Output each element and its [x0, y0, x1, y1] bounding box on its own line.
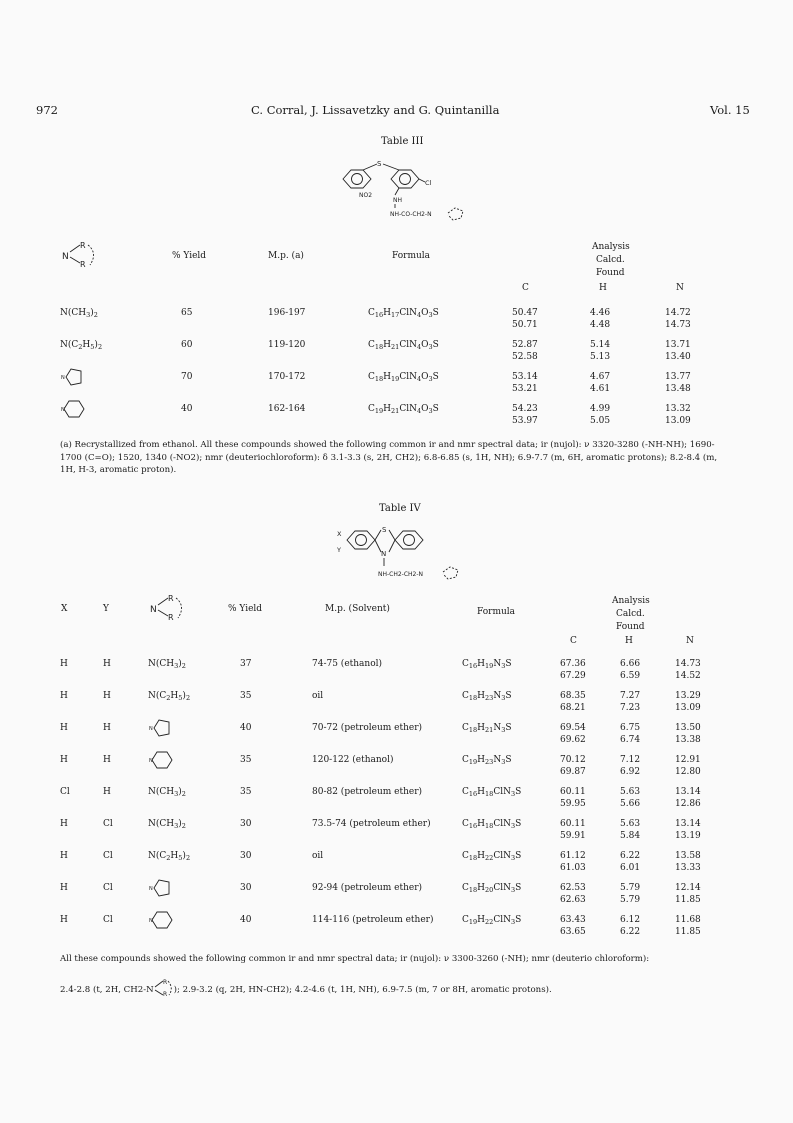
t4-row8-h-found: 6.22 [620, 927, 641, 937]
t3-header-formula: Formula [392, 251, 431, 261]
t4-row6-n-calcd: 13.58 [675, 851, 701, 861]
t4-row2-h-calcd: 6.75 [620, 723, 641, 733]
t3-header-analysis: Analysis [592, 242, 630, 252]
t4-row5-amine: $N(CH_3)_2$ [148, 819, 186, 830]
t4-row0-formula: $C_{16}H_{19}N_3S$ [462, 659, 512, 670]
t4-row0-yield: 37 [240, 659, 252, 669]
t4-row5-c-calcd: 60.11 [560, 819, 586, 829]
t3-row1-formula: $C_{18}H_{21}ClN_4O_3S$ [368, 340, 439, 351]
t4-row2-formula: $C_{18}H_{21}N_3S$ [462, 723, 512, 734]
t4-row0-h-calcd: 6.66 [620, 659, 641, 669]
t4-row6-h-found: 6.01 [620, 863, 641, 873]
t4-row6-formula: $C_{18}H_{22}ClN_3S$ [462, 851, 522, 862]
t3-row3-c-found: 53.97 [512, 416, 538, 426]
t4-row5-n-found: 13.19 [675, 831, 701, 841]
t4-row1-n-found: 13.09 [675, 703, 701, 713]
t3-row1-n-calcd: 13.71 [665, 340, 691, 350]
t3-row3-yield: 40 [181, 404, 193, 414]
t3-header-calcd: Calcd. [596, 255, 625, 265]
t4-row1-c-found: 68.21 [560, 703, 586, 713]
table3-footnote: (a) Recrystallized from ethanol. All these compounds showed the following common ir and nmr spectral data; ir (nujol): ν 3320-3280 (-NH-NH); 1690-1700 (C=O); 1520, 1340 (-NO2); nmr (deuteriochloroform): δ 3.1-3.3 (s, 2H, CH2); 6.8-6.85 (s, 1H, NH); 6.9-7.7 (m, 6H, aromatic protons); 8.2-8.4 (m, 1H, H-3, aromatic proton). [60, 440, 718, 475]
t4-row4-c-calcd: 60.11 [560, 787, 586, 797]
t4-header-mp: M.p. (Solvent) [325, 604, 390, 614]
t4-row7-c-calcd: 62.53 [560, 883, 586, 893]
t3-row2-amine-ring [60, 366, 86, 392]
t4-row1-h-found: 7.23 [620, 703, 641, 713]
svg-text:N: N [149, 918, 153, 924]
t3-row0-n-calcd: 14.72 [665, 308, 691, 318]
t3-row3-h-calcd: 4.99 [590, 404, 611, 414]
t4-row8-x: H [60, 915, 68, 925]
t4-row1-n-calcd: 13.29 [675, 691, 701, 701]
phenothiazine-s-label: S [382, 526, 387, 534]
t4-row2-n-calcd: 13.50 [675, 723, 701, 733]
t4-row8-mp: 114-116 (petroleum ether) [312, 915, 434, 925]
t3-row1-h-calcd: 5.14 [590, 340, 611, 350]
t4-row5-formula: $C_{16}H_{18}ClN_3S$ [462, 819, 522, 830]
t4-row6-yield: 30 [240, 851, 252, 861]
chloro-label: Cl [425, 179, 432, 187]
t4-row0-n-calcd: 14.73 [675, 659, 701, 669]
pyrrolidine-ring-icon [148, 877, 174, 899]
t4-row2-amine-ring [148, 717, 174, 743]
svg-text:N: N [149, 758, 153, 764]
ethyl-chain-label: NH-CH2-CH2-N [378, 571, 424, 578]
t4-row7-y: Cl [103, 883, 113, 893]
t3-row1-n-found: 13.40 [665, 352, 691, 362]
t4-row1-formula: $C_{18}H_{23}N_3S$ [462, 691, 512, 702]
t4-row5-h-found: 5.84 [620, 831, 641, 841]
nh-label: NH [393, 197, 402, 204]
running-title: C. Corral, J. Lissavetzky and G. Quintanilla [251, 103, 500, 117]
t4-row6-y: Cl [103, 851, 113, 861]
pyrrolidine-ring-icon [148, 717, 174, 739]
t4-row7-amine-ring [148, 877, 174, 903]
t4-row0-amine: $N(CH_3)_2$ [148, 659, 186, 670]
t3-row3-c-calcd: 54.23 [512, 404, 538, 414]
t4-row1-y: H [103, 691, 111, 701]
t4-row1-amine: $N(C_2H_5)_2$ [148, 691, 191, 702]
t4-row4-formula: $C_{16}H_{18}ClN_3S$ [462, 787, 522, 798]
table4-title: Table IV [379, 503, 421, 514]
pyrrolidine-ring-icon [60, 366, 86, 388]
x-substituent-label: X [337, 530, 342, 538]
t4-row4-c-found: 59.95 [560, 799, 586, 809]
t4-row2-yield: 40 [240, 723, 252, 733]
t4-header-calcd: Calcd. [616, 609, 645, 619]
t3-row2-yield: 70 [181, 372, 193, 382]
t4-row4-yield: 35 [240, 787, 252, 797]
t4-row2-c-found: 69.62 [560, 735, 586, 745]
svg-text:N: N [61, 407, 65, 413]
t3-row2-mp: 170-172 [268, 372, 306, 382]
t4-header-x: X [61, 604, 68, 614]
amine-r1: R [80, 241, 86, 250]
table3-title: Table III [381, 136, 424, 147]
t4-row8-n-calcd: 11.68 [675, 915, 701, 925]
t4-header-formula: Formula [477, 607, 516, 617]
t3-row1-h-found: 5.13 [590, 352, 611, 362]
t4-row5-mp: 73.5-74 (petroleum ether) [312, 819, 431, 829]
t3-row0-amine: $N(CH_3)_2$ [60, 308, 98, 319]
t4-row6-n-found: 13.33 [675, 863, 701, 873]
t4-row4-n-calcd: 13.14 [675, 787, 701, 797]
t4-row7-x: H [60, 883, 68, 893]
t3-row0-mp: 196-197 [268, 308, 306, 318]
t4-header-found: Found [616, 622, 645, 632]
t3-header-found: Found [596, 268, 625, 278]
page-number: 972 [36, 103, 58, 117]
t3-row0-n-found: 14.73 [665, 320, 691, 330]
svg-text:R: R [162, 991, 167, 997]
t4-header-c: C [570, 636, 577, 646]
t4-row8-c-found: 63.65 [560, 927, 586, 937]
footnote-amine-symbol [154, 979, 174, 997]
t4-row3-mp: 120-122 (ethanol) [312, 755, 394, 765]
t4-row4-amine: $N(CH_3)_2$ [148, 787, 186, 798]
t4-row3-c-found: 69.87 [560, 767, 586, 777]
table4-footnote-line1: All these compounds showed the following common ir and nmr spectral data; ir (nujol): ν 3300-3260 (-NH); nmr (deuterio chloroform): [60, 954, 650, 964]
footnote-part-b: ); 2.9-3.2 (q, 2H, HN-CH2); 4.2-4.6 (t, 1H, NH), 6.9-7.5 (m, 7 or 8H, aromatic protons). [173, 985, 552, 995]
t4-row1-x: H [60, 691, 68, 701]
t4-row4-h-calcd: 5.63 [620, 787, 641, 797]
t4-row7-h-found: 5.79 [620, 895, 641, 905]
t4-row4-y: H [103, 787, 111, 797]
t4-row7-mp: 92-94 (petroleum ether) [312, 883, 423, 893]
t3-row3-formula: $C_{19}H_{21}ClN_4O_3S$ [368, 404, 439, 415]
t4-row1-yield: 35 [240, 691, 252, 701]
t3-header-c: C [522, 283, 529, 293]
t3-row3-n-calcd: 13.32 [665, 404, 691, 414]
t4-row4-mp: 80-82 (petroleum ether) [312, 787, 423, 797]
t3-row2-c-found: 53.21 [512, 384, 538, 394]
t4-row5-c-found: 59.91 [560, 831, 586, 841]
t4-row7-h-calcd: 5.79 [620, 883, 641, 893]
amine-r2-t4: R [168, 613, 174, 622]
t4-row7-formula: $C_{18}H_{20}ClN_3S$ [462, 883, 522, 894]
t4-row8-y: Cl [103, 915, 113, 925]
t3-row0-formula: $C_{16}H_{17}ClN_4O_3S$ [368, 308, 439, 319]
t4-header-h: H [625, 636, 633, 646]
t4-row1-c-calcd: 68.35 [560, 691, 586, 701]
t4-row6-h-calcd: 6.22 [620, 851, 641, 861]
piperidine-ring-icon [148, 749, 174, 771]
t4-row7-n-calcd: 12.14 [675, 883, 701, 893]
table4-structure-diagram [333, 522, 468, 582]
t4-header-n: N [686, 636, 694, 646]
svg-text:N: N [61, 375, 65, 381]
t3-row1-mp: 119-120 [268, 340, 306, 350]
t3-row0-yield: 65 [181, 308, 193, 318]
t4-row8-c-calcd: 63.43 [560, 915, 586, 925]
amine-r1-t4: R [168, 594, 174, 603]
t4-row0-y: H [103, 659, 111, 669]
t4-row2-mp: 70-72 (petroleum ether) [312, 723, 423, 733]
t4-row0-h-found: 6.59 [620, 671, 641, 681]
t4-row5-h-calcd: 5.63 [620, 819, 641, 829]
t3-row1-c-calcd: 52.87 [512, 340, 538, 350]
t3-row0-c-calcd: 50.47 [512, 308, 538, 318]
t3-header-n: N [676, 283, 684, 293]
t3-row0-h-calcd: 4.46 [590, 308, 611, 318]
t4-row6-x: H [60, 851, 68, 861]
amine-n: N [62, 252, 69, 262]
t3-row1-amine: $N(C_2H_5)_2$ [60, 340, 103, 351]
t4-row5-y: Cl [103, 819, 113, 829]
t4-row0-c-found: 67.29 [560, 671, 586, 681]
t4-row4-n-found: 12.86 [675, 799, 701, 809]
t3-row2-formula: $C_{18}H_{19}ClN_4O_3S$ [368, 372, 439, 383]
t3-header-mp: M.p. (a) [268, 251, 304, 261]
t4-row8-yield: 40 [240, 915, 252, 925]
t4-row0-n-found: 14.52 [675, 671, 701, 681]
t4-row3-y: H [103, 755, 111, 765]
t4-row8-formula: $C_{19}H_{22}ClN_3S$ [462, 915, 522, 926]
t4-row6-c-found: 61.03 [560, 863, 586, 873]
t4-row3-yield: 35 [240, 755, 252, 765]
footnote-part-a: 2.4-2.8 (t, 2H, CH2-N [60, 985, 154, 995]
piperidine-ring-icon [148, 909, 174, 931]
t4-row4-h-found: 5.66 [620, 799, 641, 809]
t4-row7-c-found: 62.63 [560, 895, 586, 905]
t4-row2-c-calcd: 69.54 [560, 723, 586, 733]
chain-label: NH-CO-CH2-N [390, 211, 432, 218]
t4-row3-formula: $C_{19}H_{23}N_3S$ [462, 755, 512, 766]
t4-row3-amine-ring [148, 749, 174, 775]
svg-text:R: R [162, 979, 167, 986]
t4-row6-mp: oil [312, 851, 324, 861]
t4-header-analysis: Analysis [612, 596, 650, 606]
t4-row8-n-found: 11.85 [675, 927, 701, 937]
amine-header-symbol-t4 [148, 593, 190, 625]
t4-row3-n-calcd: 12.91 [675, 755, 701, 765]
t4-row2-n-found: 13.38 [675, 735, 701, 745]
svg-text:N: N [149, 726, 153, 732]
t3-row2-c-calcd: 53.14 [512, 372, 538, 382]
amine-header-symbol [60, 240, 102, 272]
t4-row5-x: H [60, 819, 68, 829]
t3-row2-h-calcd: 4.67 [590, 372, 611, 382]
t4-row7-n-found: 11.85 [675, 895, 701, 905]
piperidine-ring-icon [60, 398, 86, 420]
t3-row3-h-found: 5.05 [590, 416, 611, 426]
amine-r2: R [80, 260, 86, 269]
y-substituent-label: Y [337, 546, 341, 554]
table3-structure-diagram [335, 155, 480, 227]
t4-row3-h-calcd: 7.12 [620, 755, 641, 765]
t4-row4-x: Cl [60, 787, 70, 797]
t4-row5-n-calcd: 13.14 [675, 819, 701, 829]
t3-row1-c-found: 52.58 [512, 352, 538, 362]
t3-row0-c-found: 50.71 [512, 320, 538, 330]
t4-row0-x: H [60, 659, 68, 669]
t4-row3-c-calcd: 70.12 [560, 755, 586, 765]
t3-row2-n-found: 13.48 [665, 384, 691, 394]
sulfur-label: S [377, 160, 382, 168]
t4-row1-mp: oil [312, 691, 324, 701]
t4-row8-h-calcd: 6.12 [620, 915, 641, 925]
t3-row2-n-calcd: 13.77 [665, 372, 691, 382]
t4-header-y: Y [103, 604, 109, 614]
t3-row2-h-found: 4.61 [590, 384, 611, 394]
volume-label: Vol. 15 [710, 103, 750, 117]
t4-row2-h-found: 6.74 [620, 735, 641, 745]
phenothiazine-n-label: N [381, 550, 387, 558]
t4-row3-n-found: 12.80 [675, 767, 701, 777]
t4-row5-yield: 30 [240, 819, 252, 829]
t4-row1-h-calcd: 7.27 [620, 691, 641, 701]
t3-row1-yield: 60 [181, 340, 193, 350]
t4-row6-c-calcd: 61.12 [560, 851, 586, 861]
t3-row0-h-found: 4.48 [590, 320, 611, 330]
svg-text:N: N [149, 886, 153, 892]
t3-header-yield: % Yield [172, 251, 207, 261]
t4-row3-x: H [60, 755, 68, 765]
t4-header-yield: % Yield [228, 604, 263, 614]
t4-row7-yield: 30 [240, 883, 252, 893]
t3-header-h: H [599, 283, 607, 293]
t4-row3-h-found: 6.92 [620, 767, 641, 777]
t4-row6-amine: $N(C_2H_5)_2$ [148, 851, 191, 862]
t4-row2-x: H [60, 723, 68, 733]
table4-footnote-line2 [60, 979, 552, 997]
amine-n-t4: N [150, 605, 157, 615]
t4-row0-c-calcd: 67.36 [560, 659, 586, 669]
t3-row3-mp: 162-164 [268, 404, 306, 414]
t4-row0-mp: 74-75 (ethanol) [312, 659, 383, 669]
t4-row8-amine-ring [148, 909, 174, 935]
t3-row3-amine-ring [60, 398, 86, 424]
nitro-label: NO2 [359, 192, 373, 199]
t4-row2-y: H [103, 723, 111, 733]
t3-row3-n-found: 13.09 [665, 416, 691, 426]
